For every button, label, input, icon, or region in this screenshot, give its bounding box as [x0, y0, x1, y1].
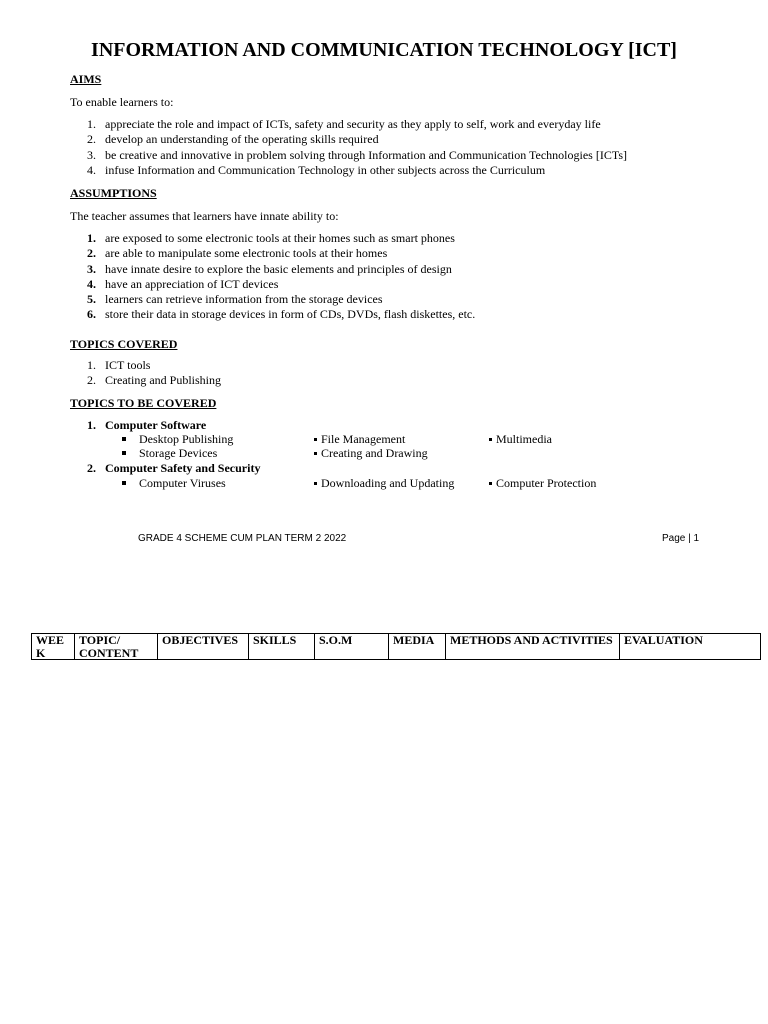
column-header: METHODS AND ACTIVITIES — [446, 634, 620, 660]
bullet-icon — [314, 438, 317, 441]
topic-item: Computer Protection — [489, 476, 596, 491]
topic-item: File Management — [314, 432, 405, 447]
document-title: INFORMATION AND COMMUNICATION TECHNOLOGY [ICT] — [91, 39, 677, 61]
table-header-row — [32, 634, 761, 660]
bullet-icon — [122, 451, 126, 455]
topic-item: Desktop Publishing — [122, 432, 233, 447]
topics-to-cover-heading: TOPICS TO BE COVERED — [70, 396, 217, 410]
column-header: SKILLS — [249, 634, 315, 660]
column-header: WEEK — [32, 634, 75, 660]
bullet-icon — [489, 482, 492, 485]
aims-heading: AIMS — [70, 72, 102, 86]
topic-item: Computer Viruses — [122, 476, 226, 491]
topics-covered-heading: TOPICS COVERED — [70, 337, 178, 351]
bullet-icon — [122, 437, 126, 441]
bullet-icon — [314, 482, 317, 485]
bullet-icon — [122, 481, 126, 485]
column-header: MEDIA — [389, 634, 446, 660]
aims-intro: To enable learners to: — [70, 95, 174, 109]
footer-text: GRADE 4 SCHEME CUM PLAN TERM 2 2022 — [138, 533, 347, 544]
column-header: S.O.M — [315, 634, 389, 660]
assumptions-heading: ASSUMPTIONS — [70, 186, 157, 200]
topic-item: Storage Devices — [122, 446, 217, 461]
topic-section-heading: 1. Computer Software — [87, 418, 207, 432]
column-header: TOPIC/ CONTENT — [75, 634, 158, 660]
column-header: EVALUATION — [620, 634, 761, 660]
bullet-icon — [314, 452, 317, 455]
topic-item: Creating and Drawing — [314, 446, 428, 461]
assumptions-intro: The teacher assumes that learners have innate ability to: — [70, 209, 339, 223]
column-header: OBJECTIVES — [158, 634, 249, 660]
topic-item: Multimedia — [489, 432, 552, 447]
topic-section-heading: 2. Computer Safety and Security — [87, 461, 261, 475]
topic-item: Downloading and Updating — [314, 476, 454, 491]
bullet-icon — [489, 438, 492, 441]
scheme-table — [31, 633, 761, 660]
page-number: Page | 1 — [662, 533, 700, 544]
